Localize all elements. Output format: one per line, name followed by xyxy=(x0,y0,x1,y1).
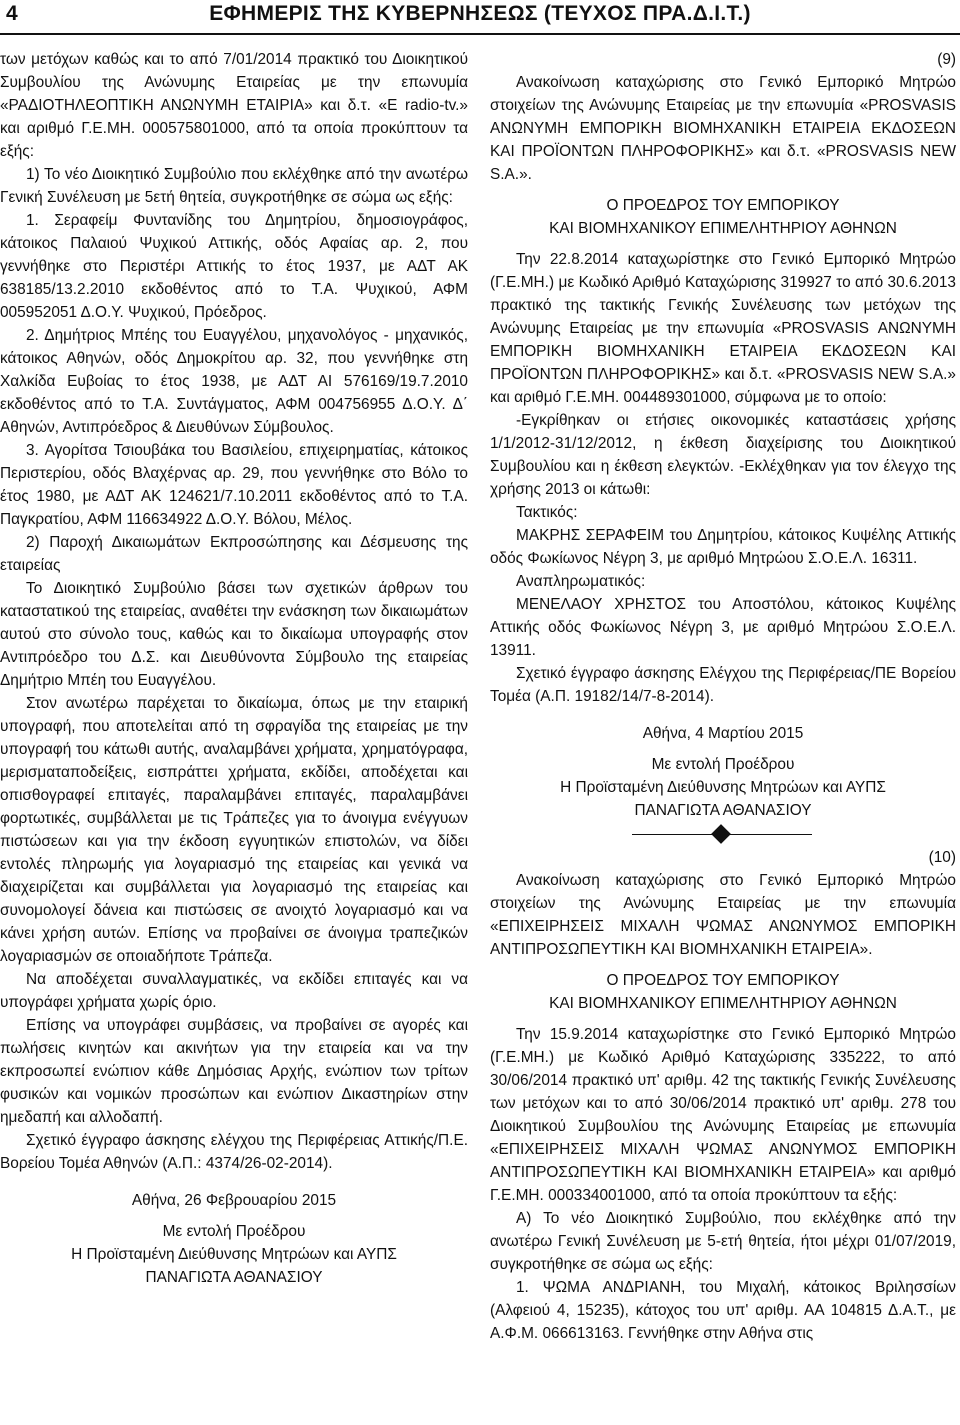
paragraph: ΜΕΝΕΛΑΟΥ ΧΡΗΣΤΟΣ του Αποστόλου, κάτοικος Κυψέλης Αττικής οδός Φωκίωνος Νέγρη 3, με αριθμό Μητρώου Σ.Ο.Ε.Λ. 13911. xyxy=(490,596,956,659)
board-member-2: 2. Δημήτριος Μπέης του Ευαγγέλου, μηχανολόγος - μηχανικός, κάτοικος Αθηνών, οδός Δημοκρίτου αρ. 32, που γεννήθηκε στη Χαλκίδα Ευβοίας το έτος 1938, με ΑΔΤ ΑΙ 576169/19.7.2010 εκδοθέντος από το Τ.Α. Συντάγματος, ΑΦΜ 004756955 Δ.Ο.Υ. Δ΄ Αθηνών, Αντιπρόεδρος & Διευθύνων Σύμβουλος. xyxy=(0,327,468,436)
page-header xyxy=(0,0,960,36)
paragraph: ΜΑΚΡΗΣ ΣΕΡΑΦΕΙΜ του Δημητρίου, κάτοικος Κυψέλης Αττικής οδός Φωκίωνος Νέγρη 3, με αριθμό Μητρώου Σ.Ο.Ε.Λ. 16311. xyxy=(490,527,956,567)
left-column xyxy=(0,48,468,1289)
signature-role: Η Προϊσταμένη Διεύθυνσης Μητρώων και ΑΥΠΣ xyxy=(560,779,886,796)
page-number: 4 xyxy=(6,2,18,25)
paragraph: Επίσης να υπογράφει συμβάσεις, να προβαίνει σε αγορές και πωλήσεις κινητών και ακινήτων για την εταιρεία και να την εκπροσωπεί ενώπιον κάθε Δημόσιας Αρχής, ενώπιον των τρίτων φυσικών και νομικών προσώπων και ενώπιον Δικαστηρίων στην ημεδαπή και αλλοδαπή. xyxy=(0,1017,468,1126)
signature-order: Με εντολή Προέδρου xyxy=(651,756,795,773)
authority-heading: Ο ΠΡΟΕΔΡΟΣ ΤΟΥ ΕΜΠΟΡΙΚΟΥ xyxy=(606,197,840,214)
authority-heading: ΚΑΙ ΒΙΟΜΗΧΑΝΙΚΟΥ ΕΠΙΜΕΛΗΤΗΡΙΟΥ ΑΘΗΝΩΝ xyxy=(549,220,897,237)
paragraph: Τακτικός: xyxy=(516,504,578,521)
authority-heading: Ο ΠΡΟΕΔΡΟΣ ΤΟΥ ΕΜΠΟΡΙΚΟΥ xyxy=(606,972,840,989)
board-member-3: 3. Αγορίτσα Τσιουβάκα του Βασιλείου, επιχειρηματίας, κάτοικος Περιστερίου, οδός Βλαχέρνας αρ. 29, που γεννήθηκε στο Βόλο το έτος 1980, με ΑΔΤ ΑΚ 124621/7.10.2011 εκδοθέντος από το Τ.Α. Παγκρατίου, ΑΦΜ 116634922 Δ.Ο.Υ. Βόλου, Μέλος. xyxy=(0,442,468,528)
signature-date: Αθήνα, 26 Φεβρουαρίου 2015 xyxy=(131,1192,337,1209)
paragraph: Α) Το νέο Διοικητικό Συμβούλιο, που εκλέχθηκε από την ανωτέρω Γενική Συνέλευση με 5-ετή θητεία, ήτοι μέχρι 01/07/2019, συγκροτήθηκε σε σώμα ως εξής: xyxy=(490,1210,956,1273)
header-rule xyxy=(0,33,960,35)
paragraph: Στον ανωτέρω παρέχεται το δικαίωμα, όπως με την εταιρική υπογραφή, που αποτελείται από τη σφραγίδα της εταιρείας με την υπογραφή του κάτωθι αυτής, αναλαμβάνει χρήματα, χρηματόγραφα, μερισματαποδείξεις, εισπράττει χρήματα, εκδίδει, αποδέχεται και οπισθογραφεί επιταγές, παραλαμβάνει επιταγές, παραλαμβάνει φορτωτικές, συμβάλλεται με τις Τράπεζες για το άνοιγμα ενέγγυων πιστώσεων και για την έκδοση εγγυητικών επιστολών, να δίδει εντολές πληρωμής για λογαριασμό της εταιρείας και γενικά να διαχειρίζεται και συμβάλλεται για λογαριασμό της εταιρείας και συνομολογεί δάνεια και πιστώσεις σε ανοιχτό λογαριασμό και να κάνει χρήση αυτών. Επίσης να προβαίνει σε άνοιγμα τραπεζικών λογαριασμών σε οποιαδήποτε Τράπεζα. xyxy=(0,695,468,965)
paragraph: Αναπληρωματικός: xyxy=(516,573,646,590)
announcement-number: (9) xyxy=(937,51,956,68)
signature-role: Η Προϊσταμένη Διεύθυνσης Μητρώων και ΑΥΠΣ xyxy=(71,1246,397,1263)
board-member-1: 1. Σεραφείμ Φυντανίδης του Δημητρίου, δημοσιογράφος, κάτοικος Παλαιού Ψυχικού Αττικής, οδός Αφαίας αρ. 2, που γεννήθηκε στο Περιστέρι Αττικής το έτος 1937, με ΑΔΤ ΑΚ 638185/13.2.2010 εκδοθέντος από το Τ.Α. Ψυχικού, ΑΦΜ 005952051 Δ.Ο.Υ. Ψυχικού, Πρόεδρος. xyxy=(0,212,468,321)
paragraph: Σχετικό έγγραφο άσκησης ελέγχου της Περιφέρειας Αττικής/Π.Ε. Βορείου Τομέα Αθηνών (Α.Π.: 4374/26-02-2014). xyxy=(0,1132,468,1172)
gazette-title: ΕΦΗΜΕΡΙΣ ΤΗΣ ΚΥΒΕΡΝΗΣΕΩΣ (ΤΕΥΧΟΣ ΠΡΑ.Δ.Ι.Τ.) xyxy=(209,2,751,25)
paragraph: 1. ΨΩΜΑ ΑΝΔΡΙΑΝΗ, του Μιχαλή, κάτοικος Βριλησσίων (Αλφειού 4, 15235), κάτοχος του υπ' αριθμ. ΑΑ 104815 Δ.Α.Τ., με Α.Φ.Μ. 066613163. Γεννήθηκε στην Αθήνα στις xyxy=(490,1279,956,1342)
paragraph: Την 22.8.2014 καταχωρίστηκε στο Γενικό Εμπορικό Μητρώο (Γ.Ε.ΜΗ.) με Κωδικό Αριθμό Καταχώρισης 319927 το από 30.6.2013 πρακτικό της τακτικής Γενικής Συνέλευσης των μετόχων της Ανώνυμης Εταιρείας με την επωνυμία «PROSVASIS ΑΝΩΝΥΜΗ ΕΜΠΟΡΙΚΗ ΒΙΟΜΗΧΑΝΙΚΗ ΕΤΑΙΡΕΙΑ ΕΚΔΟΣΕΩΝ ΚΑΙ ΠΡΟΪΟΝΤΩΝ ΠΛΗΡΟΦΟΡΙΚΗΣ» και δ.τ. «PROSVASIS NEW S.A.» και αριθμό Γ.Ε.ΜΗ. 004489301000, σύμφωνα με το οποίο: xyxy=(490,251,956,406)
paragraph: των μετόχων καθώς και το από 7/01/2014 πρακτικό του Διοικητικού Συμβουλίου της Ανώνυμης Εταιρείας με την επωνυμία «ΡΑΔΙΟΤΗΛΕΟΠΤΙΚΗ ΑΝΩΝΥΜΗ ΕΤΑΙΡΙΑ» και δ.τ. «E radio-tv.» και αριθμό Γ.Ε.ΜΗ. 000575801000, από τα οποία προκύπτουν τα εξής: xyxy=(0,51,468,160)
authority-heading: ΚΑΙ ΒΙΟΜΗΧΑΝΙΚΟΥ ΕΠΙΜΕΛΗΤΗΡΙΟΥ ΑΘΗΝΩΝ xyxy=(549,995,897,1012)
paragraph: Την 15.9.2014 καταχωρίστηκε στο Γενικό Εμπορικό Μητρώο (Γ.Ε.ΜΗ.) με Κωδικό Αριθμό Καταχώρισης 335222, το από 30/06/2014 πρακτικό υπ' αριθμ. 42 της τακτικής Γενικής Συνέλευσης των μετόχων και το από 30/06/2014 πρακτικό υπ' αριθμ. 278 του Διοικητικού Συμβουλίου της Ανώνυμης Εταιρείας με επωνυμία «ΕΠΙΧΕΙΡΗΣΕΙΣ ΜΙΧΑΛΗ ΨΩΜΑΣ ΑΝΩΝΥΜΟΣ ΕΜΠΟΡΙΚΗ ΑΝΤΙΠΡΟΣΩΠΕΥΤΙΚΗ ΚΑΙ ΒΙΟΜΗΧΑΝΙΚΗ ΕΤΑΙΡΕΙΑ» και αριθμό Γ.Ε.ΜΗ. 000334001000, από τα οποία προκύπτουν τα εξής: xyxy=(490,1026,956,1204)
paragraph: 1) Το νέο Διοικητικό Συμβούλιο που εκλέχθηκε από την ανωτέρω Γενική Συνέλευση με 5ετή θητεία, συγκροτήθηκε σε σώμα ως εξής: xyxy=(0,166,468,206)
right-column xyxy=(490,48,956,1345)
signature-name: ΠΑΝΑΓΙΩΤΑ ΑΘΑΝΑΣΙΟΥ xyxy=(145,1269,323,1286)
section-separator xyxy=(490,824,956,844)
signature-order: Με εντολή Προέδρου xyxy=(162,1223,306,1240)
signature-date: Αθήνα, 4 Μαρτίου 2015 xyxy=(642,725,804,742)
announcement-number: (10) xyxy=(928,849,956,866)
paragraph: Να αποδέχεται συναλλαγματικές, να εκδίδει επιταγές και να υπογράφει χρήματα χωρίς όριο. xyxy=(0,971,468,1011)
signature-name: ΠΑΝΑΓΙΩΤΑ ΑΘΑΝΑΣΙΟΥ xyxy=(634,802,812,819)
paragraph: -Εγκρίθηκαν οι ετήσιες οικονομικές καταστάσεις χρήσης 1/1/2012-31/12/2012, η έκθεση διαχείρισης του Διοικητικού Συμβουλίου και η έκθεση ελεγκτών. -Εκλέχθηκαν για τον έλεγχο της χρήσης 2013 οι κάτωθι: xyxy=(490,412,956,498)
announcement-title: Ανακοίνωση καταχώρισης στο Γενικό Εμπορικό Μητρώο στοιχείων της Ανώνυμης Εταιρείας με την επωνυμία «ΕΠΙΧΕΙΡΗΣΕΙΣ ΜΙΧΑΛΗ ΨΩΜΑΣ ΑΝΩΝΥΜΟΣ ΕΜΠΟΡΙΚΗ ΑΝΤΙΠΡΟΣΩΠΕΥΤΙΚΗ ΚΑΙ ΒΙΟΜΗΧΑΝΙΚΗ ΕΤΑΙΡΕΙΑ». xyxy=(490,872,956,958)
paragraph: Το Διοικητικό Συμβούλιο βάσει των σχετικών άρθρων του καταστατικού της εταιρείας, αναθέτει την ενάσκηση των δικαιωμάτων αυτού στο σύνολο τους, καθώς και το δικαίωμα υπογραφής στον Αντιπρόεδρο του Δ.Σ. και Διευθύνοντα Σύμβουλο της εταιρείας Δημήτριο Μπέη του Ευαγγέλου. xyxy=(0,580,468,689)
paragraph: Σχετικό έγγραφο άσκησης Ελέγχου της Περιφέρειας/ΠΕ Βορείου Τομέα (Α.Π. 19182/14/7-8-2014). xyxy=(490,665,956,705)
announcement-title: Ανακοίνωση καταχώρισης στο Γενικό Εμπορικό Μητρώο στοιχείων της Ανώνυμης Εταιρείας με την επωνυμία «PROSVASIS ΑΝΩΝΥΜΗ ΕΜΠΟΡΙΚΗ ΒΙΟΜΗΧΑΝΙΚΗ ΕΤΑΙΡΕΙΑ ΕΚΔΟΣΕΩΝ ΚΑΙ ΠΡΟΪΟΝΤΩΝ ΠΛΗΡΟΦΟΡΙΚΗΣ» και δ.τ. «PROSVASIS NEW S.A.». xyxy=(490,74,956,183)
diamond-icon xyxy=(711,824,731,844)
section-heading: 2) Παροχή Δικαιωμάτων Εκπροσώπησης και Δέσμευσης της εταιρείας xyxy=(0,534,468,574)
